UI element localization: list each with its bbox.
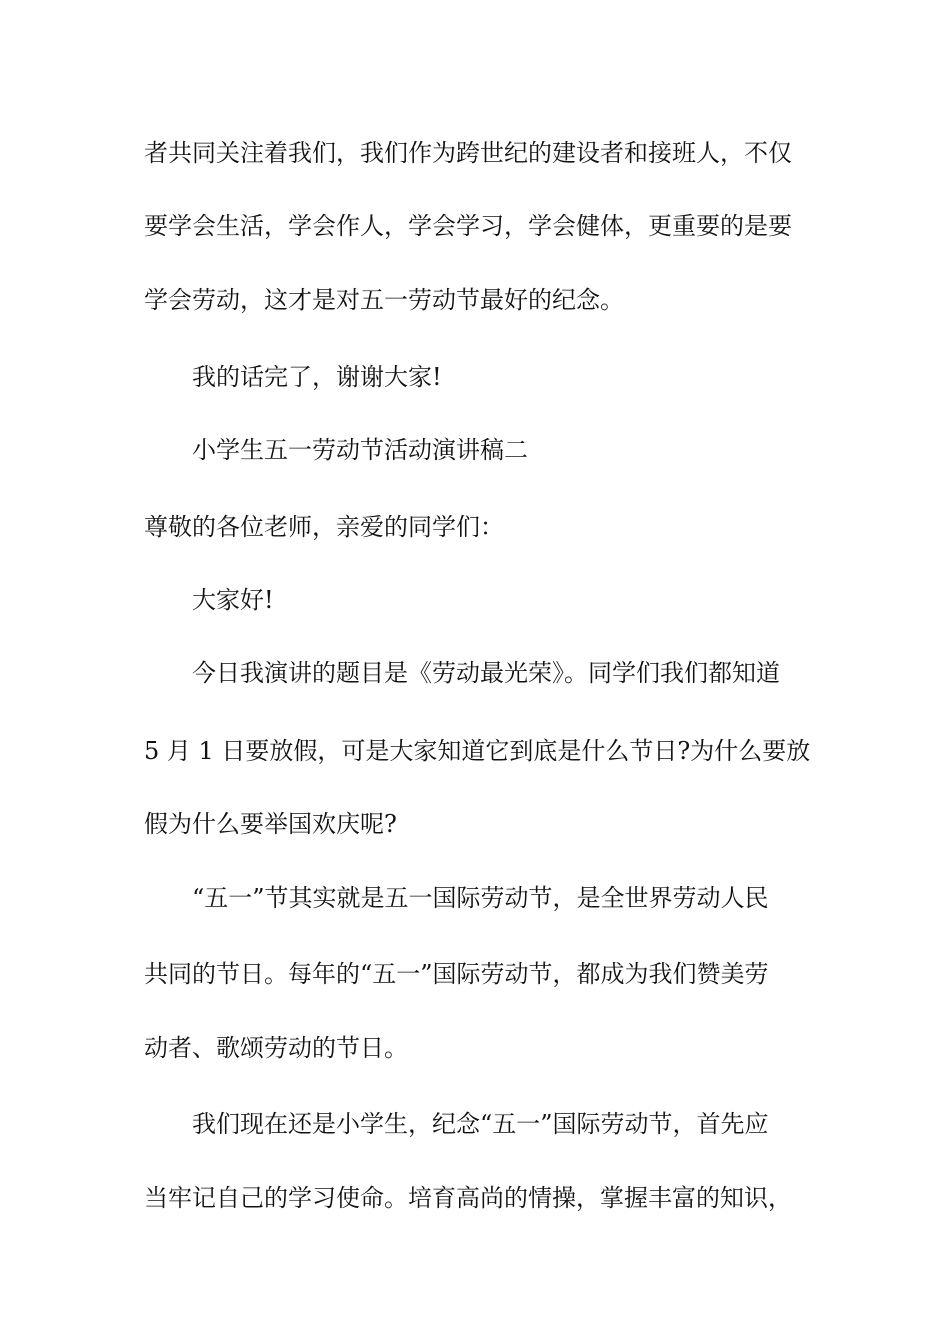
text-line: “五一”节其实就是五一国际劳动节，是全世界劳动人民: [192, 884, 769, 912]
text-line: 共同的节日。每年的“五一”国际劳动节，都成为我们赞美劳: [144, 960, 769, 988]
text-line: 要学会生活，学会作人，学会学习，学会健体，更重要的是要: [144, 212, 792, 240]
text-line: 我的话完了，谢谢大家!: [192, 363, 442, 391]
text-line: 动者、歌颂劳动的节日。: [144, 1034, 408, 1062]
section-heading: 小学生五一劳动节活动演讲稿二: [192, 436, 528, 464]
text-line: 者共同关注着我们，我们作为跨世纪的建设者和接班人，不仅: [144, 139, 792, 167]
text-line: 5 月 1 日要放假，可是大家知道它到底是什么节日?为什么要放: [144, 737, 811, 765]
text-line: 假为什么要举国欢庆呢?: [144, 810, 397, 838]
text-line: 学会劳动，这才是对五一劳动节最好的纪念。: [144, 286, 624, 314]
salutation: 尊敬的各位老师，亲爱的同学们：: [144, 513, 504, 541]
greeting: 大家好!: [192, 586, 274, 614]
text-line: 我们现在还是小学生，纪念“五一”国际劳动节，首先应: [192, 1110, 769, 1138]
text-line: 当牢记自己的学习使命。培育高尚的情操，掌握丰富的知识，: [144, 1184, 792, 1212]
text-line: 今日我演讲的题目是《劳动最光荣》。同学们我们都知道: [192, 659, 780, 687]
